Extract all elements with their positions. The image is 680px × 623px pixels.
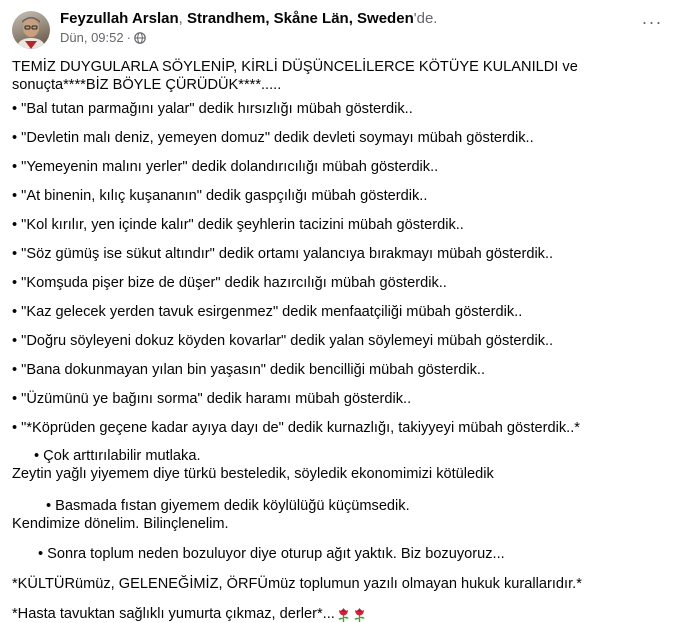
author-name[interactable]: Feyzullah Arslan <box>60 10 179 27</box>
author-avatar[interactable] <box>12 11 50 49</box>
extra-note-3: • Sonra toplum neden bozuluyor diye oturup ağıt yaktık. Biz bozuyoruz... <box>38 546 505 562</box>
list-item: • "Söz gümüş ise sükut altındır" dedik ortamı yalancıya bırakmayı mübah gösterdik.. <box>12 246 554 262</box>
more-options-icon: ··· <box>641 12 663 32</box>
list-item: • "Kaz gelecek yerden tavuk esirgenmez" dedik menfaatçiliği mübah gösterdik.. <box>12 304 523 320</box>
bullet-list <box>12 100 668 437</box>
post-title: TEMİZ DUYGULARLA SÖYLENİP, KİRLİ DÜŞÜNCELİLERCE KÖTÜYE KULANILDI ve sonuçta****BİZ BÖYLE ÇÜRÜDÜK****..... <box>12 59 578 93</box>
list-item: • "Yemeyenin malını yerler" dedik dolandırıcılığı mübah gösterdik.. <box>12 159 439 175</box>
author-line <box>60 10 437 28</box>
list-item: • "Devletin malı deniz, yemeyen domuz" dedik devleti soymayı mübah gösterdik.. <box>12 130 534 146</box>
post-time-line <box>60 30 437 46</box>
avatar-portrait-icon <box>12 11 50 49</box>
location-link[interactable]: Strandhem, Skåne Län, Sweden <box>187 10 414 27</box>
list-item: • "Bana dokunmayan yılan bin yaşasın" dedik bencilliği mübah gösterdik.. <box>12 362 486 378</box>
time-separator: · <box>126 30 131 45</box>
post-header <box>12 8 668 48</box>
paragraph-zeytin: Zeytin yağlı yiyemem diye türkü besteledik, söyledik ekonomimizi kötüledik <box>12 466 494 482</box>
list-item: • "*Köprüden geçene kadar ayıya dayı de" dedik kurnazlığı, takiyyeyi mübah gösterdik..* <box>12 420 580 436</box>
extra-note-1: • Çok arttırılabilir mutlaka. <box>34 448 201 464</box>
paragraph-hasta: *Hasta tavuktan sağlıklı yumurta çıkmaz, derler*... <box>12 606 335 622</box>
globe-icon[interactable] <box>134 32 146 44</box>
list-item: • "Komşuda pişer bize de düşer" dedik hazırcılığı mübah gösterdik.. <box>12 275 447 291</box>
more-options-button[interactable] <box>638 8 666 36</box>
post-meta <box>60 10 437 46</box>
post-body <box>12 58 668 623</box>
location-suffix: 'de. <box>413 10 438 27</box>
list-item: • "At binenin, kılıç kuşananın" dedik gaspçılığı mübah gösterdik.. <box>12 188 428 204</box>
list-item: • "Üzümünü ye bağını sorma" dedik haramı mübah gösterdik.. <box>12 391 412 407</box>
paragraph-kultur: *KÜLTÜRümüz, GELENEĞİMİZ, ÖRFÜmüz toplumun yazılı olmayan hukuk kurallarıdır.* <box>12 576 582 592</box>
post-timestamp[interactable]: Dün, 09:52 <box>60 30 124 45</box>
paragraph-hasta-line <box>12 605 668 623</box>
rose-emoji-group <box>336 606 368 622</box>
author-separator: , <box>178 10 183 27</box>
paragraph-kendimize: Kendimize dönelim. Bilinçlenelim. <box>12 516 229 532</box>
rose-icon <box>352 606 367 622</box>
list-item: • "Doğru söyleyeni dokuz köyden kovarlar" dedik yalan söylemeyi mübah gösterdik.. <box>12 333 554 349</box>
list-item: • "Kol kırılır, yen içinde kalır" dedik şeyhlerin tacizini mübah gösterdik.. <box>12 217 464 233</box>
list-item: • "Bal tutan parmağını yalar" dedik hırsızlığı mübah gösterdik.. <box>12 101 413 117</box>
rose-icon <box>336 606 351 622</box>
extra-note-2: • Basmada fıstan giyemem dedik köylülüğü küçümsedik. <box>46 498 410 514</box>
